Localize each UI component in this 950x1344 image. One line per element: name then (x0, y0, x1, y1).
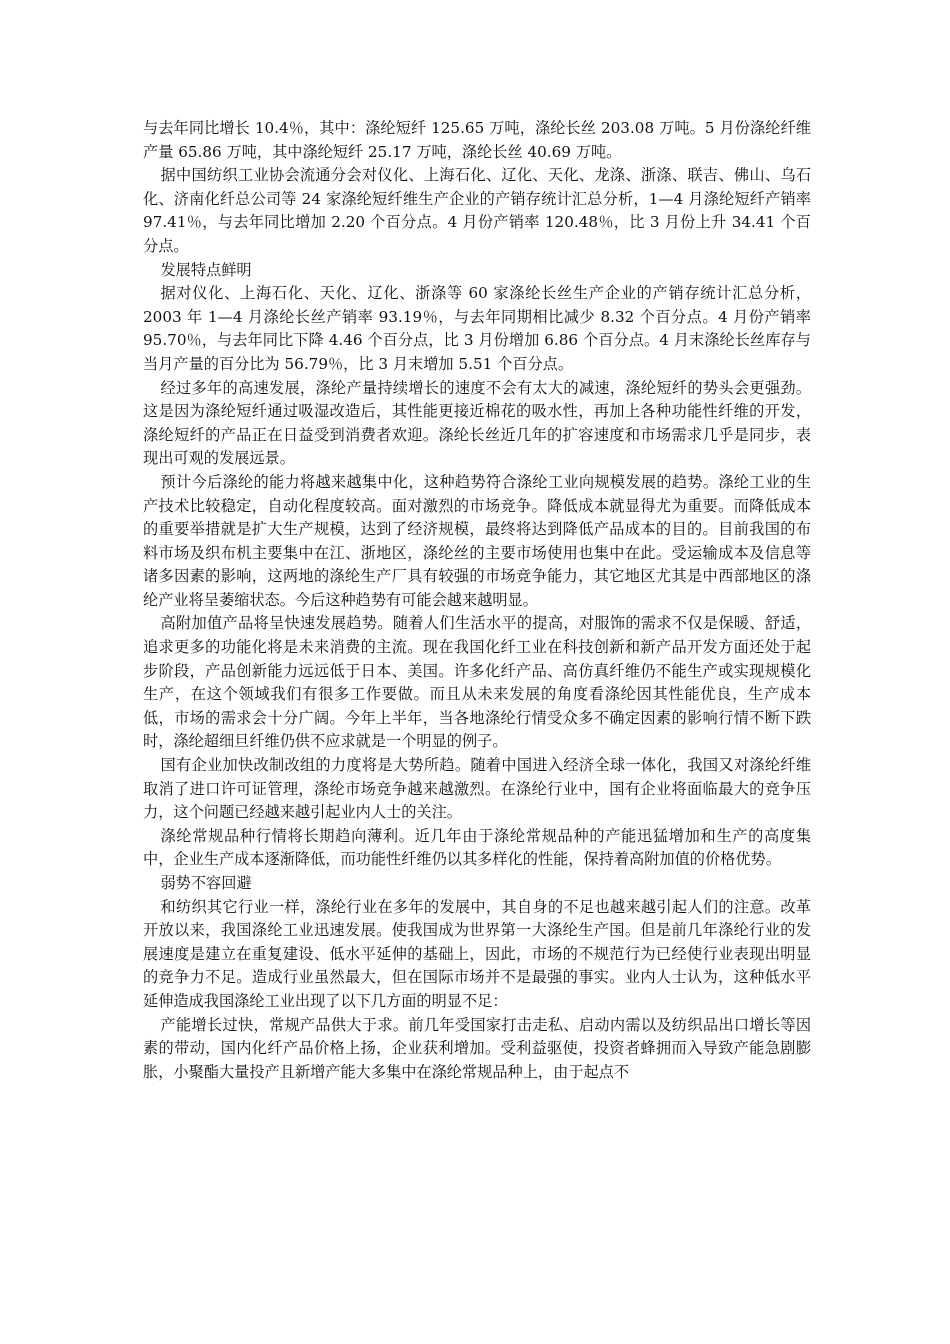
paragraph-filament-sales: 据对仪化、上海石化、天化、辽化、浙涤等 60 家涤纶长丝生产企业的产销存统计汇总分析，2003 年 1—4 月涤纶长丝产销率 93.19％，与去年同期相比减少 8.32 个百分点。4 月份产销率 95.70％，与去年同比下降 4.46 个百分点，比 3 月份增加 6.86 个百分点。4 月末涤纶长丝库存与当月产量的百分比为 56.79％，比 3 月末增加 5.51 个百分点。 (143, 284, 811, 373)
paragraph-overcapacity: 产能增长过快，常规产品供大于求。前几年受国家打击走私、启动内需以及纺织品出口增长等因素的带动，国内化纤产品价格上扬，企业获利增加。受利益驱使，投资者蜂拥而入导致产能急剧膨胀，小聚酯大量投产且新增产能大多集中在涤纶常规品种上，由于起点不 (143, 1015, 811, 1081)
section-heading-development: 发展特点鲜明 (160, 260, 252, 279)
paragraph-state-enterprises: 国有企业加快改制改组的力度将是大势所趋。随着中国进入经济全球一体化，我国又对涤纶纤维取消了进口许可证管理，涤纶市场竞争越来越激烈。在涤纶行业中，国有企业将面临最大的竞争压力，这个问题已经越来越引起业内人士的关注。 (143, 756, 811, 822)
paragraph-conventional-varieties: 涤纶常规品种行情将长期趋向薄利。近几年由于涤纶常规品种的产能迅猛增加和生产的高度集中，企业生产成本逐渐降低，而功能性纤维仍以其多样化的性能，保持着高附加值的价格优势。 (143, 826, 811, 869)
paragraph-growth-outlook: 经过多年的高速发展，涤纶产量持续增长的速度不会有太大的减速，涤纶短纤的势头会更强劲。这是因为涤纶短纤通过吸湿改造后，其性能更接近棉花的吸水性，再加上各种功能性纤维的开发，涤纶短纤的产品正在日益受到消费者欢迎。涤纶长丝近几年的扩容速度和市场需求几乎是同步，表现出可观的发展远景。 (143, 378, 811, 468)
paragraph-industry-shortcomings: 和纺织其它行业一样，涤纶行业在多年的发展中，其自身的不足也越来越引起人们的注意。改革开放以来，我国涤纶工业迅速发展。使我国成为世界第一大涤纶生产国。但是前几年涤纶行业的发展速度是建立在重复建设、低水平延伸的基础上，因此，市场的不规范行为已经使行业表现出明显的竞争力不足。造成行业虽然最大，但在国际市场并不是最强的事实。业内人士认为，这种低水平延伸造成我国涤纶工业出现了以下几方面的明显不足： (143, 897, 811, 1010)
paragraph-continuation: 与去年同比增长 10.4％，其中：涤纶短纤 125.65 万吨，涤纶长丝 203.08 万吨。5 月份涤纶纤维产量 65.86 万吨，其中涤纶短纤 25.17 万吨，涤纶长丝 40.69 万吨。 (143, 119, 811, 161)
paragraph-concentration: 预计今后涤纶的能力将越来越集中化，这种趋势符合涤纶工业向规模发展的趋势。涤纶工业的生产技术比较稳定，自动化程度较高。面对激烈的市场竞争。降低成本就显得尤为重要。而降低成本的重要举措就是扩大生产规模，达到了经济规模，最终将达到降低产品成本的目的。目前我国的布料市场及织布机主要集中在江、浙地区，涤纶丝的主要市场使用也集中在此。受运输成本及信息等诸多因素的影响，这两地的涤纶生产厂具有较强的市场竞争能力，其它地区尤其是中西部地区的涤纶产业将呈萎缩状态。今后这种趋势有可能会越来越明显。 (143, 472, 811, 609)
section-heading-weakness: 弱势不容回避 (160, 874, 252, 892)
paragraph-staple-fiber-sales: 据中国纺织工业协会流通分会对仪化、上海石化、辽化、天化、龙涤、浙涤、联吉、佛山、乌石化、济南化纤总公司等 24 家涤纶短纤维生产企业的产销存统计汇总分析，1—4 月涤纶短纤产销率 97.41％，与去年同比增加 2.20 个百分点。4 月份产销率 120.48％，比 3 月份上升 34.41 个百分点。 (143, 166, 811, 255)
paragraph-high-value-products: 高附加值产品将呈快速发展趋势。随着人们生活水平的提高，对服饰的需求不仅是保暖、舒适，追求更多的功能化将是未来消费的主流。现在我国化纤工业在科技创新和新产品开发方面还处于起步阶段，产品创新能力远远低于日本、美国。许多化纤产品、高仿真纤维仍不能生产或实现规模化生产，在这个领域我们有很多工作要做。而且从未来发展的角度看涤纶因其性能优良，生产成本低，市场的需求会十分广阔。今年上半年，当各地涤纶行情受众多不确定因素的影响行情不断下跌时，涤纶超细旦纤维仍供不应求就是一个明显的例子。 (143, 614, 811, 751)
document-body (143, 117, 811, 1084)
